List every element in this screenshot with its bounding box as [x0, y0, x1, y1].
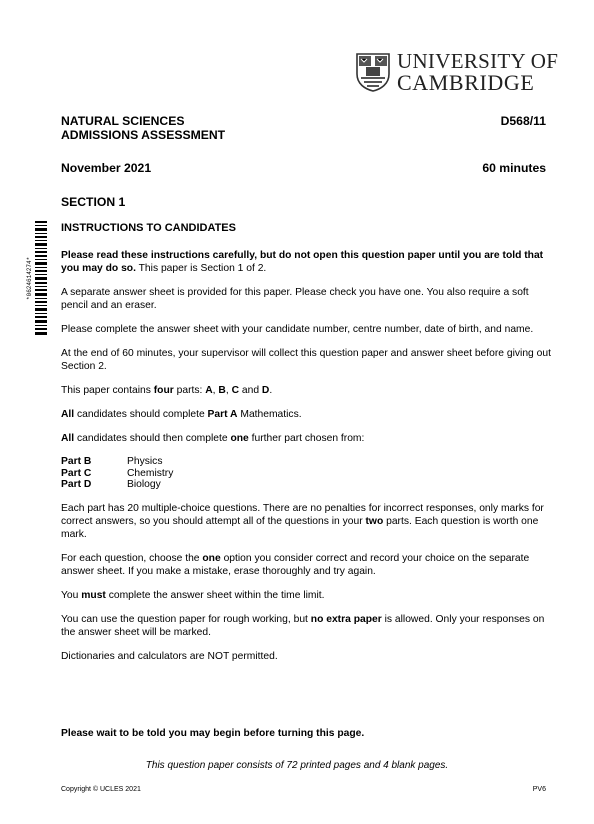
instructions-body: [61, 249, 551, 674]
list-item: [61, 468, 551, 480]
logo-line-university: UNIVERSITY OF: [397, 49, 559, 73]
footer-code: PV6: [532, 786, 546, 793]
instruction-paragraph: At the end of 60 minutes, your supervisor will collect this question paper and answer sheet before giving out Section 2.: [61, 348, 551, 372]
instructions-heading: INSTRUCTIONS TO CANDIDATES: [61, 222, 236, 234]
wait-notice: Please wait to be told you may begin before turning this page.: [61, 728, 365, 739]
instruction-paragraph: All candidates should then complete one further part chosen from:: [61, 433, 365, 444]
instruction-paragraph: You must complete the answer sheet within the time limit.: [61, 589, 325, 601]
section-heading: SECTION 1: [61, 195, 126, 209]
copyright-notice: Copyright © UCLES 2021: [61, 786, 141, 793]
instruction-paragraph: For each question, choose the one option you consider correct and record your choice on the separate answer sheet. If you make a mistake, erase thoroughly and try again.: [61, 552, 530, 577]
university-logo: [355, 49, 559, 98]
part-label: Part D: [61, 479, 92, 490]
logo-line-cambridge: CAMBRIDGE: [397, 70, 535, 95]
instruction-paragraph: This paper contains four parts: A, B, C and D.: [61, 385, 273, 396]
part-subject: Chemistry: [127, 467, 174, 479]
barcode-digits: *0624614274*: [26, 256, 33, 300]
part-subject: Physics: [127, 456, 163, 467]
cambridge-crest-icon: [355, 52, 391, 92]
instruction-paragraph: You can use the question paper for rough working, but no extra paper is allowed. Only your responses on the answer sheet will be marked.: [61, 613, 545, 638]
part-label: Part B: [61, 456, 92, 467]
part-subject: Biology: [127, 479, 161, 490]
exam-title-line2: ADMISSIONS ASSESSMENT: [61, 128, 226, 142]
instruction-paragraph: All candidates should complete Part A Mathematics.: [61, 409, 302, 420]
exam-duration: 60 minutes: [482, 161, 546, 175]
instruction-paragraph: A separate answer sheet is provided for this paper. Please check you have one. You also require a soft pencil and an eraser.: [61, 287, 529, 311]
exam-date: November 2021: [61, 161, 152, 175]
instruction-paragraph: Dictionaries and calculators are NOT permitted.: [61, 650, 278, 662]
instruction-paragraph: Please complete the answer sheet with your candidate number, centre number, date of birth, and name.: [61, 324, 534, 335]
exam-title-line1: NATURAL SCIENCES: [61, 114, 185, 128]
list-item: [61, 479, 551, 491]
paper-code: D568/11: [500, 114, 546, 128]
page-count-note: This question paper consists of 72 printed pages and 4 blank pages.: [145, 760, 449, 771]
instruction-paragraph: Each part has 20 multiple-choice questions. There are no penalties for incorrect responses, only marks for correct answers, so you should attempt all of the questions in your two parts. Each question is worth one mark.: [61, 502, 544, 540]
parts-list: [61, 456, 551, 491]
list-item: [61, 456, 551, 468]
part-label: Part C: [61, 467, 92, 479]
instruction-paragraph: Please read these instructions carefully, but do not open this question paper until you are told that you may do so. This paper is Section 1 of 2.: [61, 250, 544, 274]
